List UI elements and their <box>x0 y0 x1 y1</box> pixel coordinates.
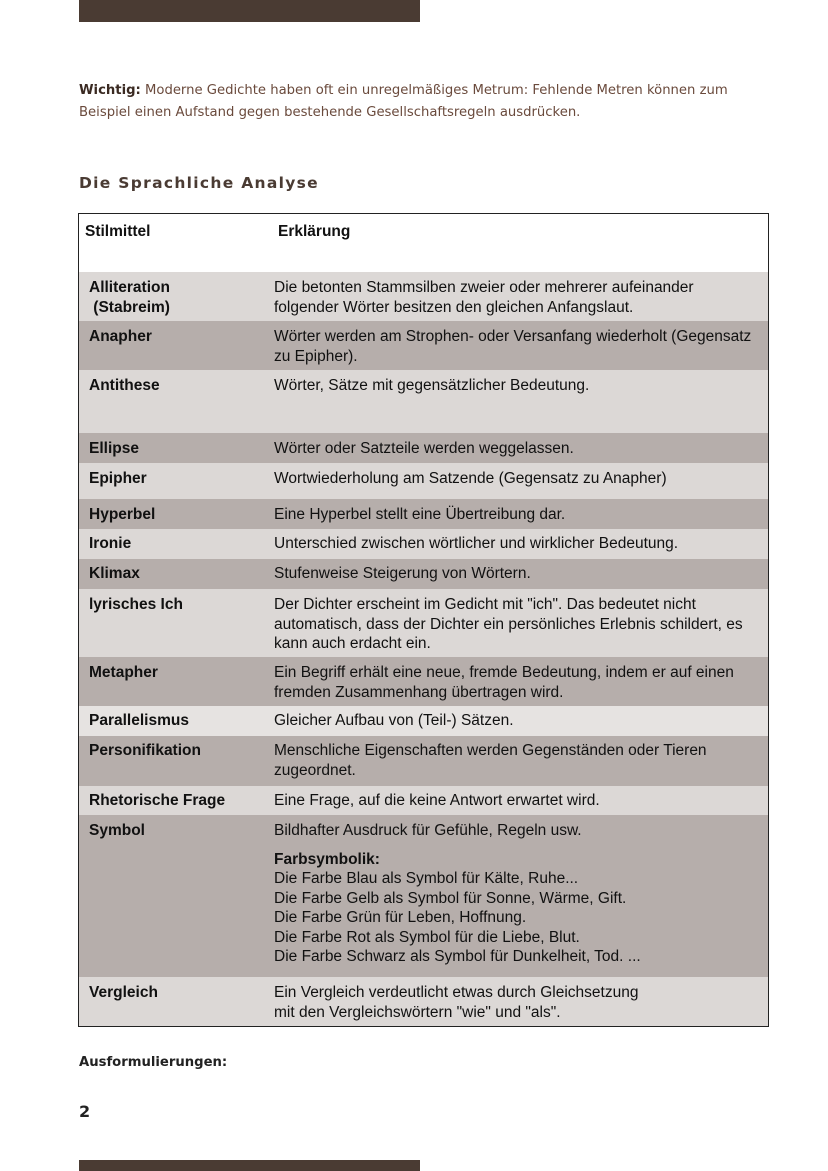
table-row <box>79 589 768 657</box>
color-symbol-line: Die Farbe Blau als Symbol für Kälte, Ruhe... <box>274 870 579 887</box>
row-term: Parallelismus <box>89 712 189 729</box>
table-row <box>79 657 768 706</box>
row-desc: Wörter, Sätze mit gegensätzlicher Bedeutung. <box>274 377 590 394</box>
color-symbol-line: Die Farbe Grün für Leben, Hoffnung. <box>274 909 527 926</box>
table-row <box>79 786 768 815</box>
section-title: Die Sprachliche Analyse <box>79 174 319 192</box>
page-number: 2 <box>79 1102 91 1121</box>
table-row <box>79 370 768 433</box>
row-term: Alliteration (Stabreim) <box>89 279 170 316</box>
note-text: Moderne Gedichte haben oft ein unregelmäßiges Metrum: Fehlende Metren können zum Beispiel einen Aufstand gegen bestehende Gesellschaftsregeln ausdrücken. <box>79 83 728 120</box>
row-desc: Wörter oder Satzteile werden weggelassen. <box>274 440 574 457</box>
row-desc: Der Dichter erscheint im Gedicht mit "ich". Das bedeutet nicht automatisch, dass der Dichter ein persönliches Erlebnis schildert, es kann auch erdacht ein. <box>274 596 743 652</box>
header-desc: Erklärung <box>278 223 351 240</box>
row-term: Metapher <box>89 664 158 681</box>
formulations-label: Ausformulierungen: <box>79 1055 228 1070</box>
color-symbol-line: Die Farbe Schwarz als Symbol für Dunkelheit, Tod. ... <box>274 948 641 965</box>
header-term: Stilmittel <box>85 223 151 240</box>
top-decorative-bar <box>79 0 420 22</box>
table-row <box>79 272 768 321</box>
bottom-decorative-bar <box>79 1160 420 1171</box>
row-term: Vergleich <box>89 984 158 1001</box>
color-symbol-line: Die Farbe Gelb als Symbol für Sonne, Wärme, Gift. <box>274 889 627 907</box>
row-term: Epipher <box>89 470 147 487</box>
table-row <box>79 559 768 589</box>
row-desc: Wortwiederholung am Satzende (Gegensatz zu Anapher) <box>274 470 667 487</box>
stylistic-devices-table <box>78 213 769 1027</box>
table-row <box>79 706 768 736</box>
row-desc: Menschliche Eigenschaften werden Gegenständen oder Tieren zugeordnet. <box>274 742 707 779</box>
row-desc: Eine Frage, auf die keine Antwort erwartet wird. <box>274 792 600 809</box>
table-header-row <box>79 214 768 272</box>
row-desc: Unterschied zwischen wörtlicher und wirklicher Bedeutung. <box>274 535 679 552</box>
color-symbolism-subhead: Farbsymbolik: <box>274 850 380 868</box>
row-desc: Ein Vergleich verdeutlicht etwas durch Gleichsetzung mit den Vergleichswörtern "wie" und "als". <box>274 984 639 1021</box>
row-term: Anapher <box>89 328 152 345</box>
row-term: Antithese <box>89 377 160 394</box>
row-term: Ironie <box>89 535 132 552</box>
row-term: lyrisches Ich <box>89 596 183 613</box>
table-row <box>79 529 768 559</box>
row-desc <box>274 821 762 967</box>
row-term: Personifikation <box>89 742 201 759</box>
table-row <box>79 321 768 370</box>
row-term: Rhetorische Frage <box>89 792 226 809</box>
table-row <box>79 815 768 977</box>
row-term: Ellipse <box>89 440 139 457</box>
row-desc: Die betonten Stammsilben zweier oder mehrerer aufeinander folgender Wörter besitzen den gleichen Anfangslaut. <box>274 279 694 316</box>
table-row <box>79 736 768 786</box>
symbol-description: Bildhafter Ausdruck für Gefühle, Regeln usw. <box>274 822 582 839</box>
row-desc: Ein Begriff erhält eine neue, fremde Bedeutung, indem er auf einen fremden Zusammenhang übertragen wird. <box>274 664 734 701</box>
row-desc: Stufenweise Steigerung von Wörtern. <box>274 565 531 582</box>
table-row <box>79 463 768 499</box>
row-term: Symbol <box>89 822 145 839</box>
color-symbol-line: Die Farbe Rot als Symbol für die Liebe, Blut. <box>274 928 580 946</box>
table-row <box>79 499 768 529</box>
table-row <box>79 433 768 463</box>
note-lead: Wichtig: <box>79 83 141 98</box>
row-desc: Wörter werden am Strophen- oder Versanfang wiederholt (Gegensatz zu Epipher). <box>274 328 752 365</box>
row-desc: Eine Hyperbel stellt eine Übertreibung dar. <box>274 506 566 523</box>
row-term: Hyperbel <box>89 506 156 523</box>
row-desc: Gleicher Aufbau von (Teil-) Sätzen. <box>274 712 514 729</box>
important-note <box>79 80 769 124</box>
table-row <box>79 977 768 1026</box>
row-term: Klimax <box>89 565 140 582</box>
